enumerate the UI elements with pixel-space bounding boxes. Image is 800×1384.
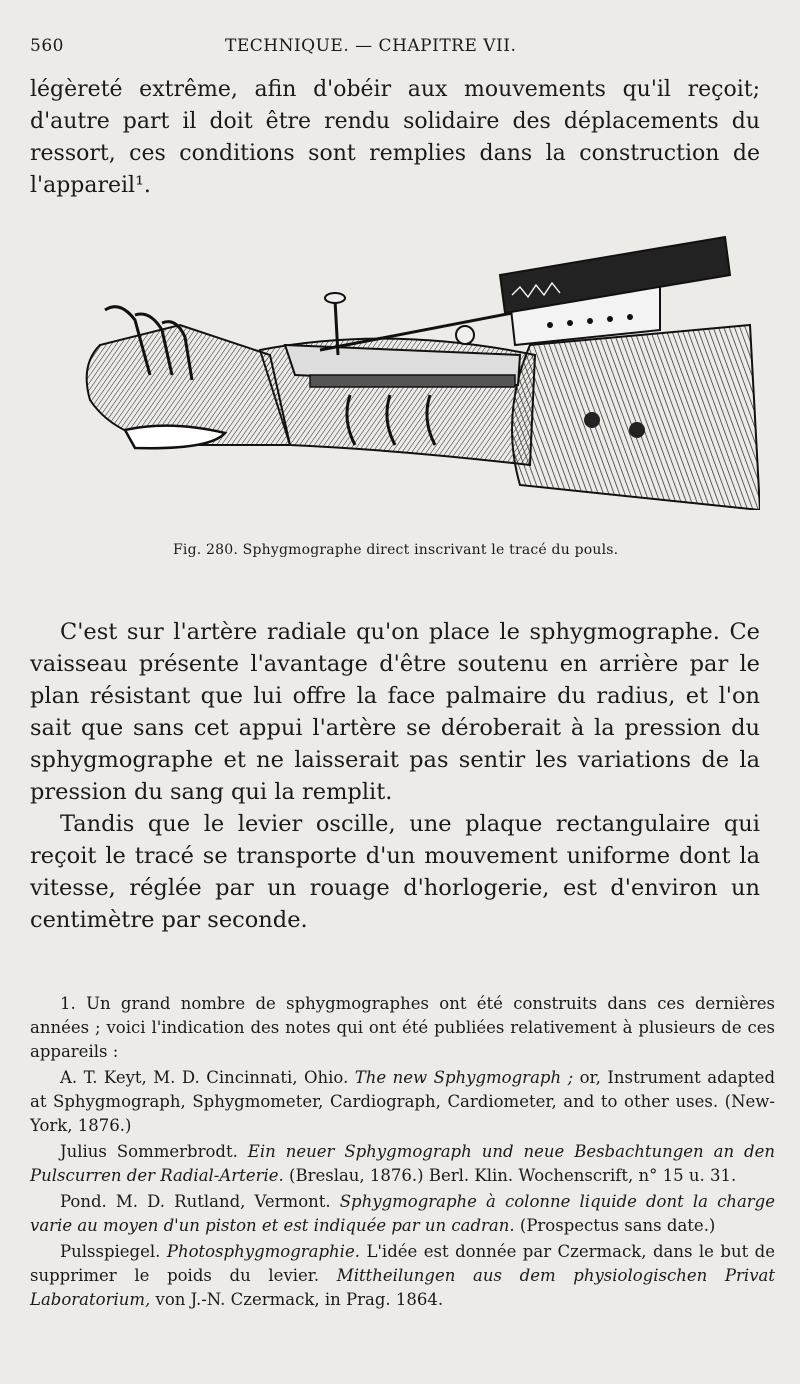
footnote-1: 1. Un grand nombre de sphygmographes ont été construits dans ces dernières années ; voici l'indication des notes qui ont été publiées relativement à plusieurs de ces appareils : — [30, 994, 775, 1061]
sphygmograph-illustration — [60, 215, 760, 510]
paragraph-continuation: légèreté extrême, afin d'obéir aux mouvements qu'il reçoit; d'autre part il doit être rendu solidaire des déplacements du ressort, ces conditions sont remplies dans la construction de l'appareil¹. — [30, 77, 760, 198]
figure-caption: Fig. 280. Sphygmographe direct inscrivant le tracé du pouls. — [173, 542, 619, 558]
note-author: Pulsspiegel. — [60, 1242, 167, 1261]
note-work-title: The new Sphygmograph ; — [354, 1068, 574, 1087]
paragraph-radial-artery: C'est sur l'artère radiale qu'on place le sphygmographe. Ce vaisseau présente l'avantage d'être soutenu en arrière par le plan résistant que lui offre la face palmaire du radius, et l'on sait que sans cet appui l'artère se déroberait à la pression du sphygmographe et ne laisserait pas sentir les variations de la pression du sang qui la remplit. — [30, 619, 760, 805]
pivot-knob — [456, 326, 474, 344]
footnotes — [30, 992, 775, 1314]
cuff-button — [584, 412, 600, 428]
cuff-button — [629, 422, 645, 438]
note-details: von J.-N. Czermack, in Prag. 1864. — [150, 1290, 444, 1309]
note-details: or, Instrument adapted at Sphygmograph, Sphygmometer, Cardiograph, Cardiometer, and to other uses. (New-York, 1876.) — [30, 1068, 776, 1135]
note-details: L'idée est donnée par Czermack, dans le but de supprimer le poids du levier. — [30, 1242, 775, 1285]
page-number: 560 — [30, 36, 64, 56]
footnote-pond — [30, 1190, 775, 1238]
footnote-keyt — [30, 1066, 775, 1138]
note-details: (Breslau, 1876.) Berl. Klin. Wochenscrift, n° 15 u. 31. — [283, 1166, 737, 1185]
running-title: TECHNIQUE. — CHAPITRE VII. — [225, 36, 517, 56]
paragraph-lever-plate: Tandis que le levier oscille, une plaque rectangulaire qui reçoit le tracé se transporte d'un mouvement uniforme dont la vitesse, réglée par un rouage d'horlogerie, est d'environ un centimètre par seconde. — [30, 811, 760, 933]
instrument-rail — [310, 375, 515, 387]
note-work-title: Photosphygmographie. — [166, 1242, 360, 1261]
note-author: Pond. M. D. Rutland, Vermont. — [60, 1192, 340, 1211]
note-work-title: Sphygmographe à colonne liquide dont la charge varie au moyen d'un piston et est indiquée par un cadran. — [30, 1192, 775, 1235]
note-author: A. T. Keyt, M. D. Cincinnati, Ohio. — [60, 1068, 355, 1087]
footnote-pulsspiegel — [30, 1240, 775, 1312]
note-work-title: Mittheilungen aus dem physiologischen Privat Laboratorium, — [30, 1266, 775, 1309]
note-author: Julius Sommerbrodt. — [60, 1142, 248, 1161]
note-details: (Prospectus sans date.) — [514, 1216, 716, 1235]
adjustment-screw — [325, 293, 345, 303]
footnote-sommerbrodt — [30, 1140, 775, 1188]
note-work-title: Ein neuer Sphygmograph und neue Besbachtungen an den Pulscurren der Radial-Arterie. — [30, 1142, 775, 1185]
running-header — [30, 36, 760, 62]
sleeve — [512, 325, 760, 510]
